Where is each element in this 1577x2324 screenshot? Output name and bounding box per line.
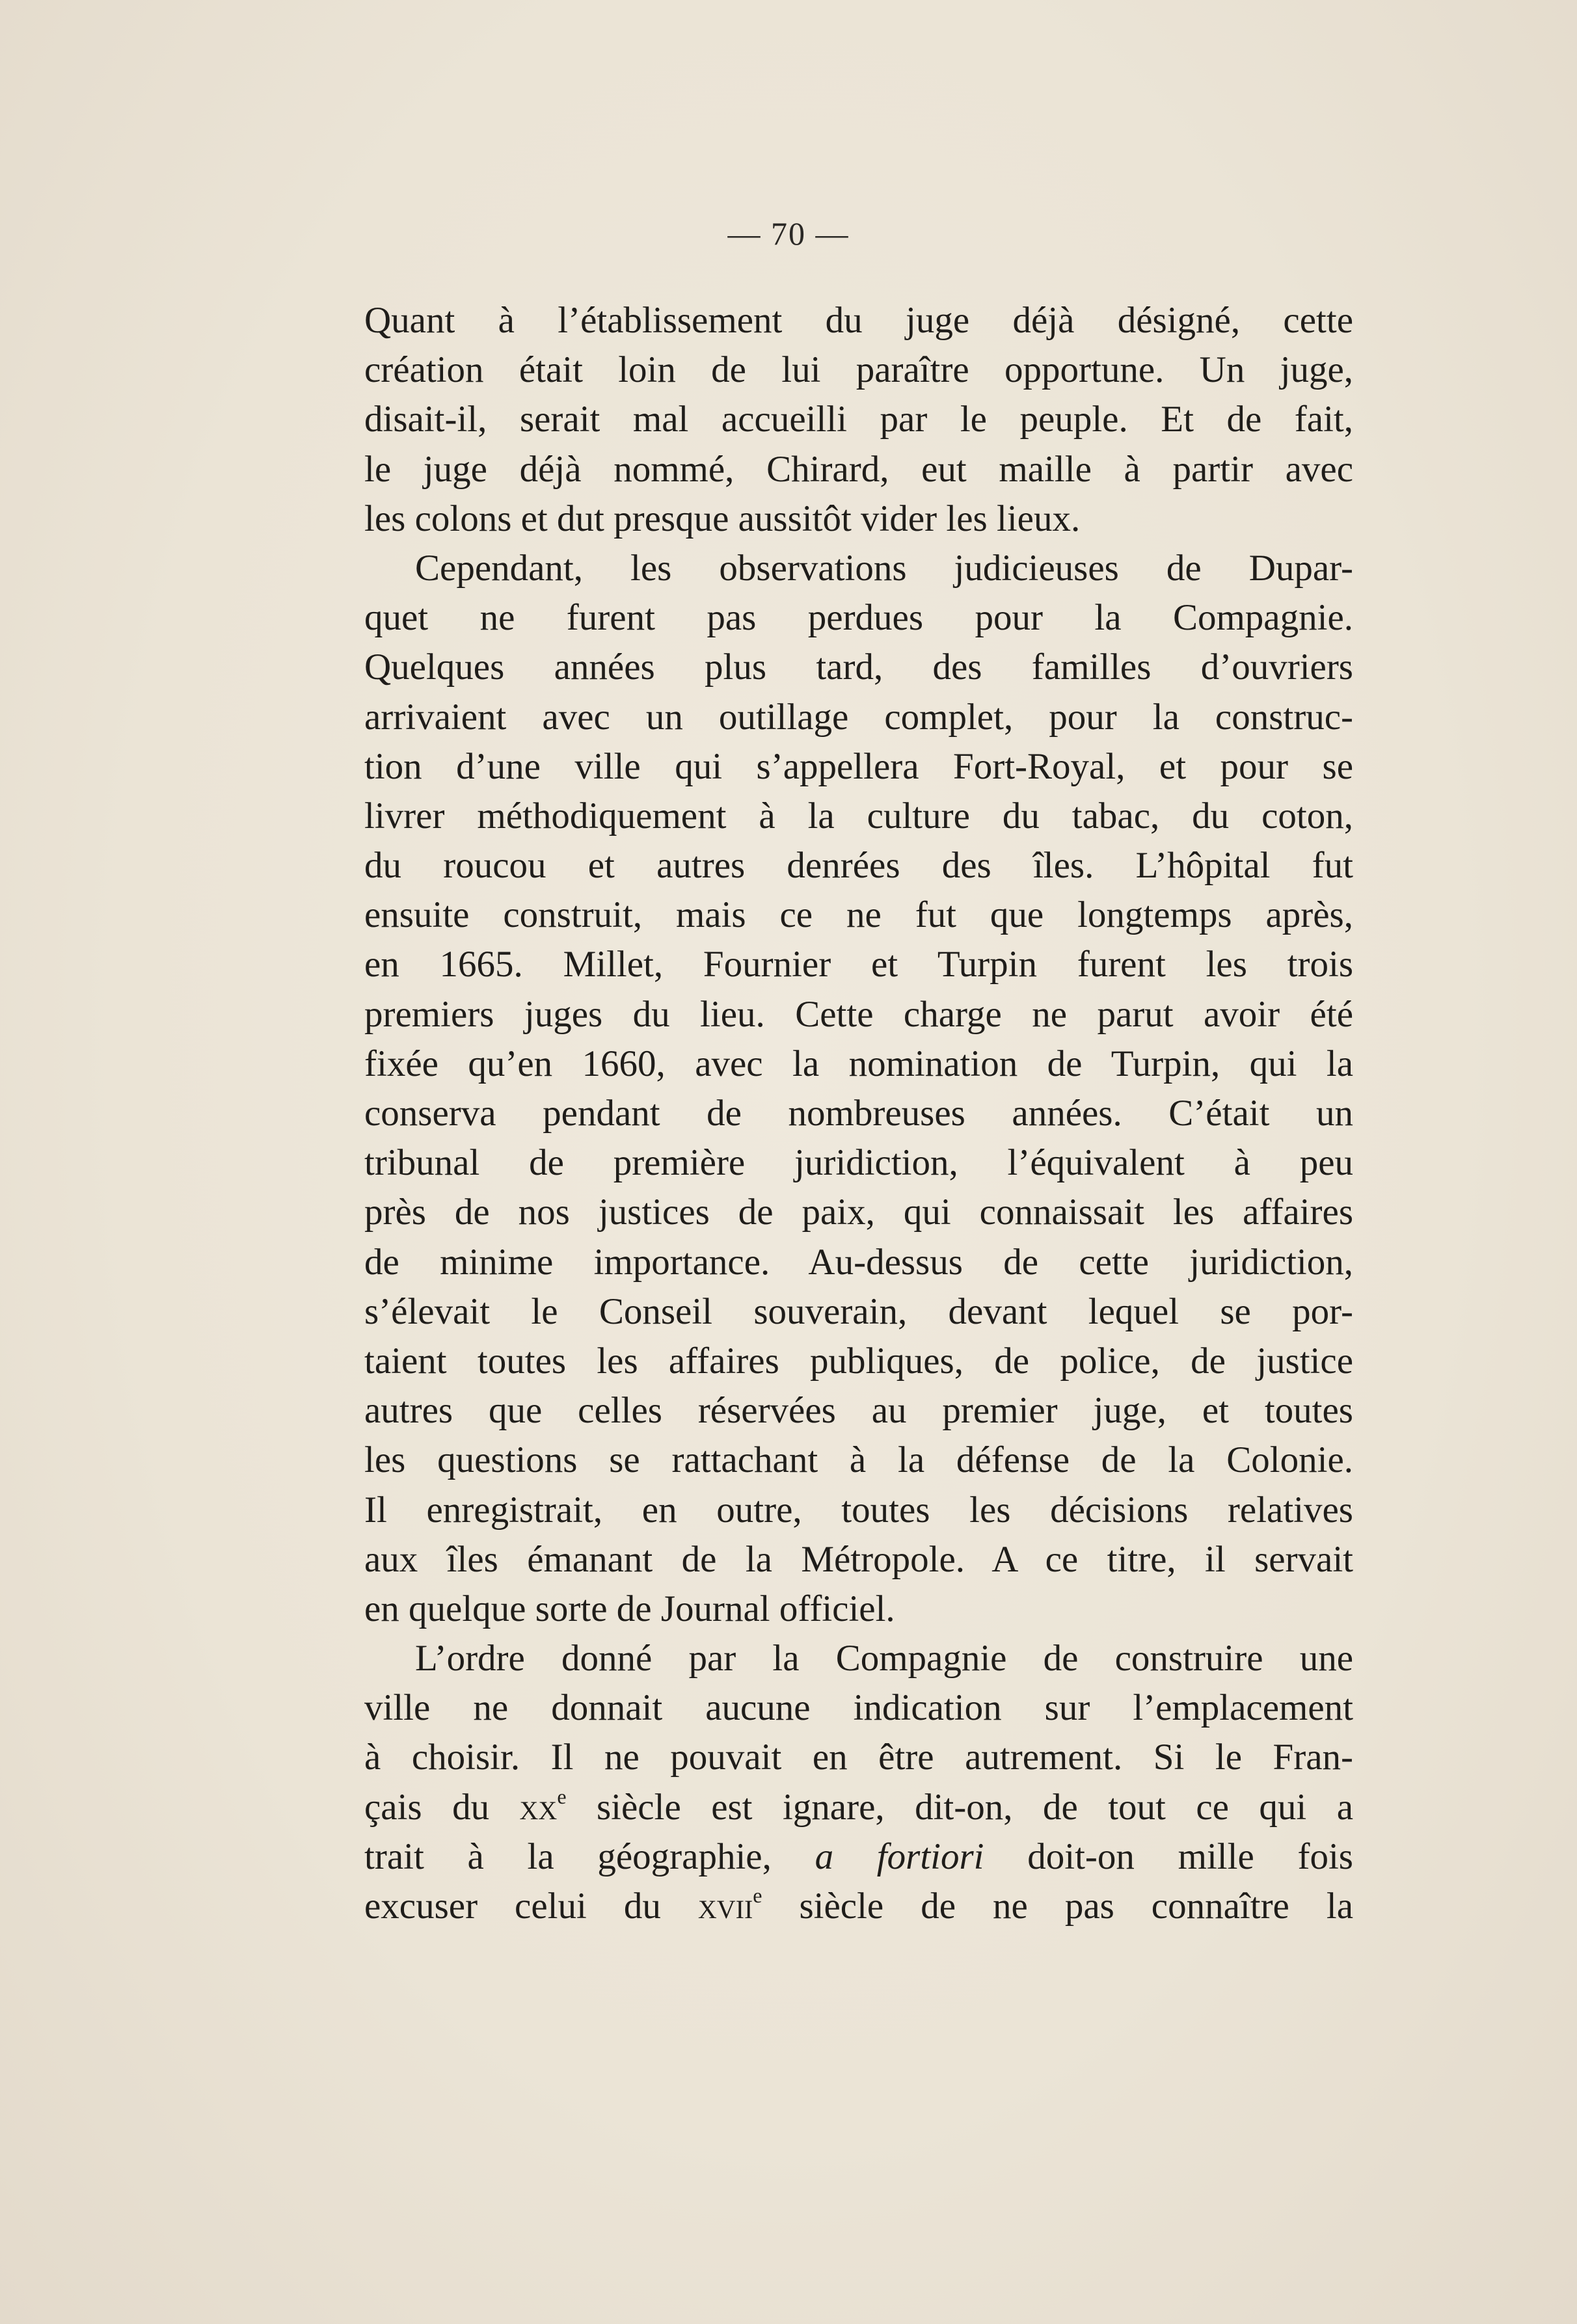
text-line: premiers juges du lieu. Cette charge ne parut avoir été: [364, 993, 1353, 1035]
text-line: en quelque sorte de Journal officiel.: [364, 1588, 895, 1629]
text-line: de minime importance. Au-dessus de cette juridiction,: [364, 1241, 1353, 1283]
text-line: Il enregistrait, en outre, toutes les décisions relatives: [364, 1489, 1353, 1530]
text-line: Quant à l’établissement du juge déjà désigné, cette: [364, 300, 1353, 341]
text-line: quet ne furent pas perdues pour la Compagnie.: [364, 597, 1353, 639]
text-line: ensuite construit, mais ce ne fut que longtemps après,: [364, 894, 1353, 936]
text-line: à choisir. Il ne pouvait en être autrement. Si le Fran-: [364, 1737, 1353, 1778]
text-line: Cependant, les observations judicieuses de Dupar-: [415, 547, 1353, 589]
text-fragment: doit-on mille fois: [984, 1836, 1353, 1877]
text-line: création était loin de lui paraître opportune. Un juge,: [364, 349, 1353, 391]
text-line: taient toutes les affaires publiques, de police, de justice: [364, 1340, 1353, 1382]
text-line: [364, 1783, 1353, 1832]
text-line: [364, 1882, 1353, 1931]
text-line: disait-il, serait mal accueilli par le peuple. Et de fait,: [364, 399, 1353, 440]
text-line: le juge déjà nommé, Chirard, eut maille à partir avec: [364, 448, 1353, 490]
text-line: tion d’une ville qui s’appellera Fort-Royal, et pour se: [364, 745, 1353, 787]
text-line: aux îles émanant de la Métropole. A ce titre, il servait: [364, 1538, 1353, 1580]
text-line: s’élevait le Conseil souverain, devant lequel se por-: [364, 1290, 1353, 1332]
superscript: e: [753, 1884, 762, 1907]
text-line: les questions se rattachant à la défense de la Colonie.: [364, 1439, 1353, 1481]
text-line: [364, 1832, 1353, 1882]
text-fragment: siècle est ignare, dit-on, de tout ce qui a: [566, 1786, 1353, 1828]
text-line: L’ordre donné par la Compagnie de construire une: [415, 1638, 1353, 1679]
text-line: les colons et dut presque aussitôt vider les lieux.: [364, 498, 1081, 539]
text-line: fixée qu’en 1660, avec la nomination de Turpin, qui la: [364, 1043, 1353, 1084]
text-line: en 1665. Millet, Fournier et Turpin furent les trois: [364, 944, 1353, 985]
text-line: du roucou et autres denrées des îles. L’hôpital fut: [364, 845, 1353, 887]
text-line: tribunal de première juridiction, l’équivalent à peu: [364, 1142, 1353, 1184]
text-fragment: çais du: [364, 1786, 520, 1828]
text-line: livrer méthodiquement à la culture du tabac, du coton,: [364, 795, 1353, 836]
text-line: arrivaient avec un outillage complet, pour la construc-: [364, 696, 1353, 738]
body-text: [364, 296, 1353, 1931]
text-fragment: trait à la géographie,: [364, 1836, 815, 1877]
page-number: — 70 —: [727, 215, 850, 252]
text-line: ville ne donnait aucune indication sur l’emplacement: [364, 1687, 1353, 1729]
century-numeral: xvii: [697, 1886, 753, 1927]
century-numeral: xx: [519, 1786, 558, 1828]
text-line: conserva pendant de nombreuses années. C’était un: [364, 1093, 1353, 1134]
superscript: e: [557, 1784, 567, 1808]
text-fragment: excuser celui du: [364, 1886, 698, 1927]
italic-phrase: a fortiori: [815, 1836, 984, 1877]
text-line: Quelques années plus tard, des familles d’ouvriers: [364, 647, 1353, 688]
text-line: près de nos justices de paix, qui connaissait les affaires: [364, 1192, 1353, 1233]
text-fragment: siècle de ne pas connaître la: [762, 1886, 1353, 1927]
text-line: autres que celles réservées au premier juge, et toutes: [364, 1390, 1353, 1432]
